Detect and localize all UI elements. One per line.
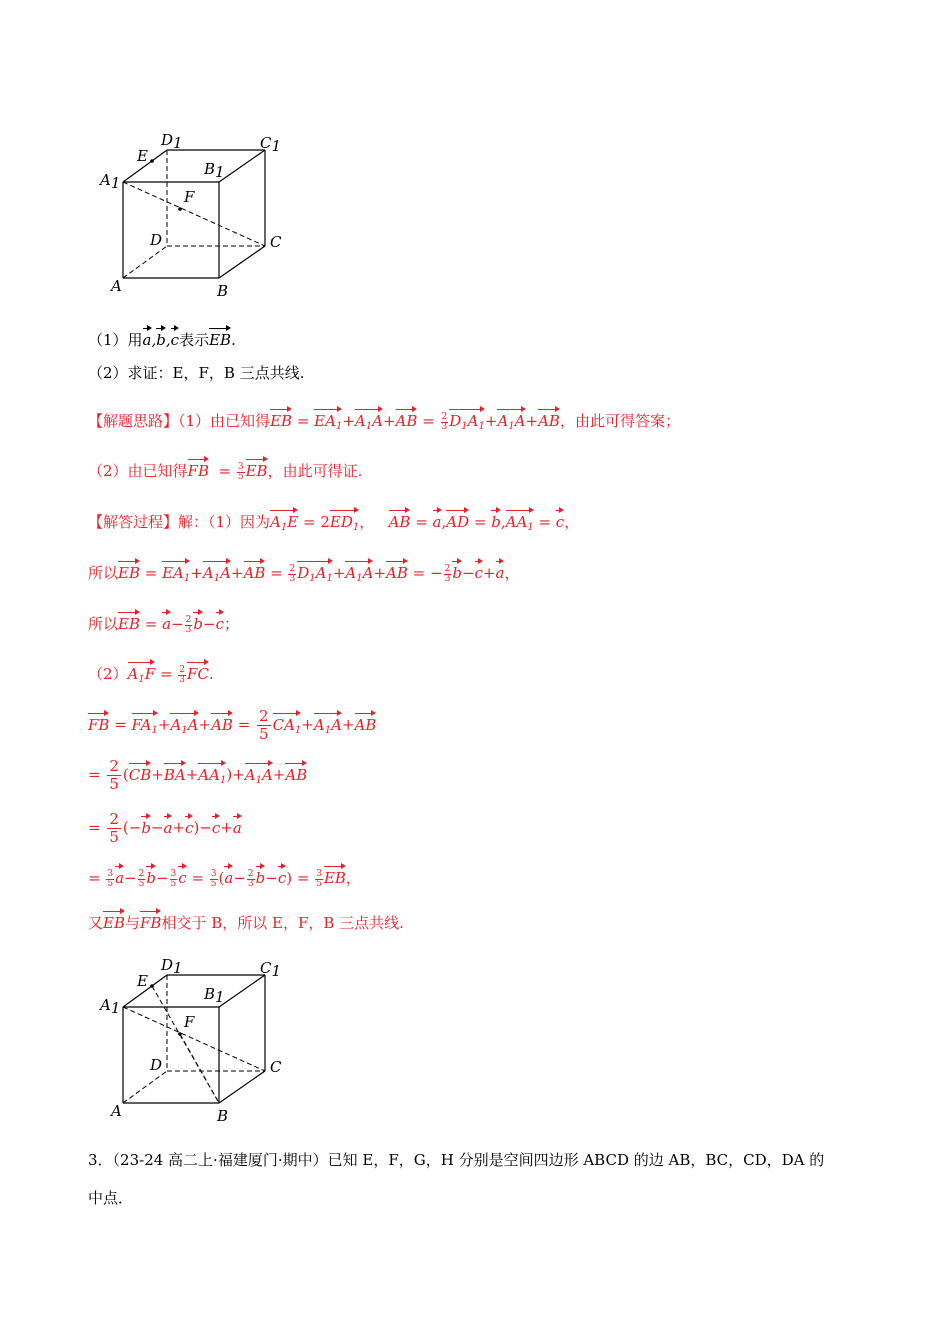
solution-line-2: 所以EB = $EA_1+A_1A+AB$ = $\frac{2}{3}$ $D_1A_1+A_1A+AB$ = − $\frac{2}{3}$ b−c+a， [88,560,519,589]
label-F: F [184,1013,195,1031]
label-B: B [217,1107,229,1125]
solution-conclusion: 又EB与FB相交于 B，所以 E，F，B 三点共线. [88,910,404,933]
solution-line-3: 所以EB = a− $\frac{2}{3}$ b−c； [88,611,239,635]
solution-line-5: FB = $FA_1+A_1A+AB$ = $\frac{2}{5}$ $CA_1+A_1A+AB$ [88,707,377,743]
label-C: C [270,1058,282,1076]
label-F: F [184,188,195,206]
label-E: E [137,147,148,165]
problem-3: 3．（23-24 高二上·福建厦门·期中）已知 E，F，G，H 分别是空间四边形 ABCD 的边 AB，BC，CD，DA 的 [88,1151,825,1169]
hint-line-2: （2）由已知得FB = $\frac{3}{5}$ EB，由此可得证. [88,458,362,482]
label-A1: A1 [100,171,121,192]
label-D: D [150,1056,163,1074]
cube-figure-2 [95,953,295,1128]
label-A1: A1 [100,996,121,1017]
solution-line-1: 【解答过程】解：（1）因为$A_1E = 2ED_1$， AB = $a,AD = b,AA_1 = c$， [88,509,579,538]
solution-line-8: = $\frac{3}{5}$ a− $\frac{2}{5}$ b− $\frac{3}{5}$ c = $\frac{3}{5}$ (a− $\frac{2}{3}$ b−c) = $\frac{3}{5}$ EB， [88,865,361,889]
cube-figure-1 [95,128,295,303]
label-A: A [111,277,122,295]
label-C1: C1 [260,134,282,155]
label-B: B [217,282,229,300]
label-D1: D1 [161,956,183,977]
label-C1: C1 [260,959,282,980]
question-2: （2）求证：E，F，B 三点共线. [88,364,305,382]
hint-line-1: 【解题思路】（1）由已知得EB = $EA_1+A_1A+AB$ = $\frac{2}{3}$ $D_1A_1+A_1A+AB$，由此可得答案； [88,408,680,437]
label-E: E [137,972,148,990]
label-B1: B1 [204,985,225,1006]
label-B1: B1 [204,160,225,181]
solution-line-6: = $\frac{2}{5}$ $(CB+BA+AA_1)+A_1A+AB$ [88,757,308,793]
label-D1: D1 [161,131,183,152]
solution-line-4: $(2)A_1F$ = $\frac{2}{3}$ FC. [88,661,214,690]
label-A: A [111,1102,122,1120]
problem-3-cont: 中点． [88,1189,134,1207]
question-1: （1）用a,b,c表示EB. [88,327,236,350]
label-D: D [150,231,163,249]
label-C: C [270,233,282,251]
solution-line-7: = $\frac{2}{5}$ (−b−a+c)−c+a [88,810,242,846]
vector-set: a,b,c [143,331,180,349]
